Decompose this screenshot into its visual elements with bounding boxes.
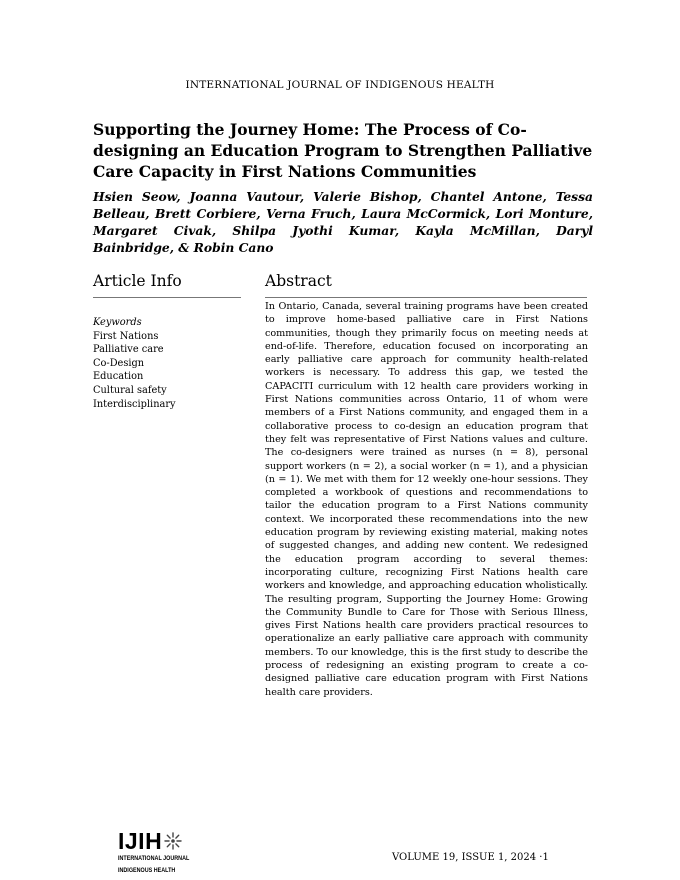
article-info-heading: Article Info: [93, 272, 182, 290]
abstract-text: In Ontario, Canada, several training programs have been created to improve home-based palliative care in First Nations communities, though they primarily focus on meeting needs at end-of-life. Therefore, education focused on incorporating an early palliative care approach for community health-related workers is necessary. To address this gap, we tested the CAPACITI curriculum with 12 health care providers working in First Nations communities across Ontario, 11 of whom were members of a First Nations community, and engaged them in a collaborative process to co-design an education program that they felt was representative of First Nations values and culture. The co-designers were trained as nurses (n = 8), personal support workers (n = 2), a social worker (n = 1), and a physician (n = 1). We met with them for 12 weekly one-hour sessions. They completed a workbook of questions and recommendations to tailor the education program to a First Nations community context. We incorporated these recommendations into the new education program by reviewing existing material, making notes of suggested changes, and adding new content. We redesigned the education program according to several themes: incorporating culture, recognizing First Nations health care workers and knowledge, and approaching education wholistically. The resulting program, Supporting the Journey Home: Growing the Community Bundle to Care for Those with Serious Illness, gives First Nations health care providers practical resources to operationalize an early palliative care approach with community members. To our knowledge, this is the first study to describe the process of redesigning an existing program to create a co-designed palliative care education program with First Nations health care providers.: [265, 301, 588, 698]
abstract-heading: Abstract: [265, 272, 332, 290]
logo-line-2: INDIGENOUS HEALTH: [118, 867, 176, 874]
keywords-block: [93, 316, 243, 411]
logo-line-1: INTERNATIONAL JOURNAL: [118, 855, 190, 862]
volume-info: VOLUME 19, ISSUE 1, 2024 ·1: [392, 852, 549, 863]
logo-mark: [118, 829, 198, 853]
keyword-item: Education: [93, 371, 144, 383]
keywords-label: Keywords: [93, 317, 142, 328]
author-list: Hsien Seow, Joanna Vautour, Valerie Bishop, Chantel Antone, Tessa Belleau, Brett Corbiere, Verna Fruch, Laura McCormick, Lori Monture, Margaret Civak, Shilpa Jyothi Kumar, Kayla McMillan, Daryl Bainbridge, & Robin Cano: [93, 189, 593, 255]
abstract-divider: [265, 297, 587, 298]
logo-mark-text: IJIH: [118, 828, 163, 854]
article-title: Supporting the Journey Home: The Process of Co-designing an Education Program to Strengthen Palliative Care Capacity in First Nations Communities: [93, 120, 593, 181]
keyword-item: Co-Design: [93, 357, 145, 369]
journal-logo: [118, 829, 198, 877]
keyword-item: Cultural safety: [93, 384, 167, 396]
article-info-divider: [93, 297, 241, 298]
journal-header: INTERNATIONAL JOURNAL OF INDIGENOUS HEALTH: [185, 79, 495, 91]
sun-burst-icon: [164, 832, 182, 850]
keyword-item: Palliative care: [93, 344, 164, 356]
keyword-item: Interdisciplinary: [93, 398, 176, 410]
keyword-item: First Nations: [93, 330, 159, 342]
